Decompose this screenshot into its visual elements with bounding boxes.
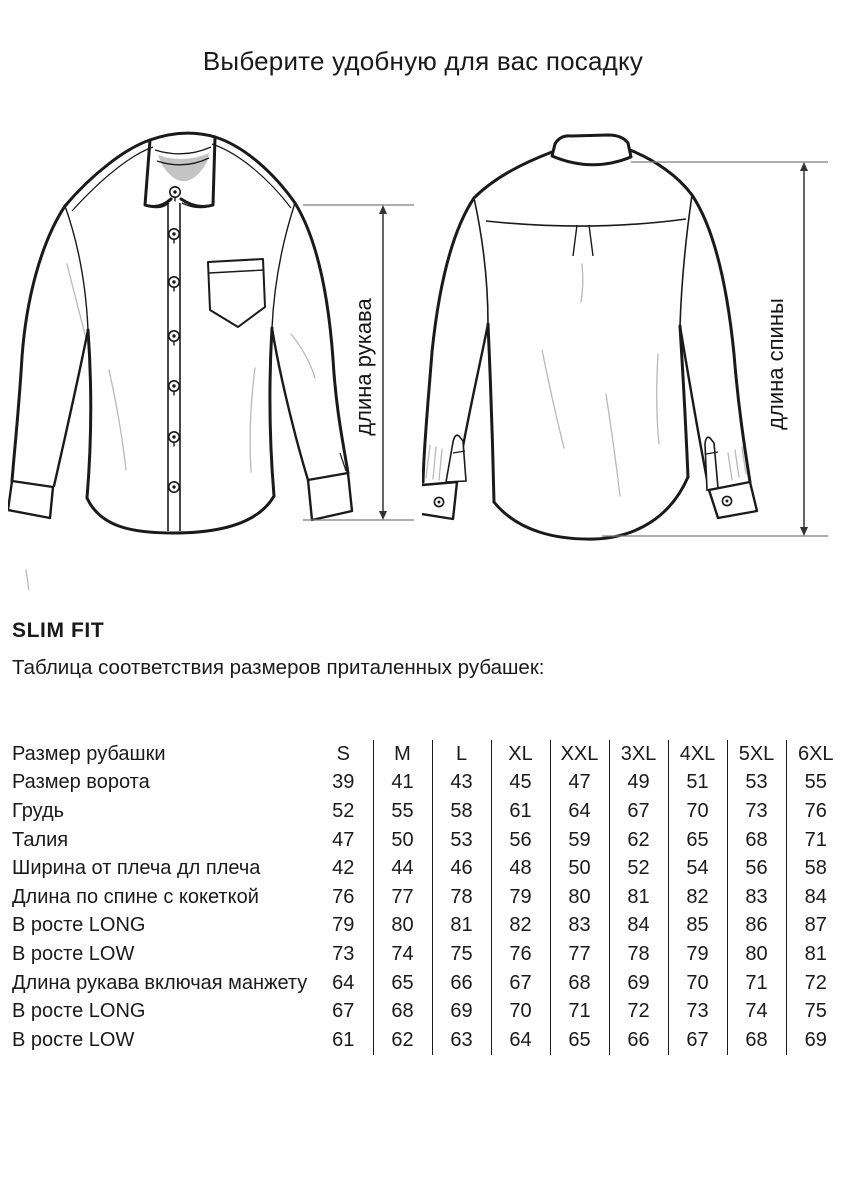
table-cell: 65 xyxy=(373,969,432,998)
shirt-front-drawing xyxy=(8,112,420,590)
table-cell: 84 xyxy=(609,912,668,941)
table-cell: 80 xyxy=(550,883,609,912)
shirt-back-drawing xyxy=(422,112,846,590)
button xyxy=(169,381,179,396)
table-cell: 64 xyxy=(491,1026,550,1055)
table-cell: 43 xyxy=(432,769,491,798)
table-cell: 87 xyxy=(786,912,845,941)
size-column-header: M xyxy=(373,740,432,769)
table-cell: 80 xyxy=(373,912,432,941)
table-cell: 55 xyxy=(786,769,845,798)
table-cell: 81 xyxy=(609,883,668,912)
chest-pocket xyxy=(208,259,265,327)
table-cell: 76 xyxy=(786,797,845,826)
table-cell: 68 xyxy=(373,997,432,1026)
table-cell: 46 xyxy=(432,854,491,883)
table-cell: 62 xyxy=(373,1026,432,1055)
table-cell: 55 xyxy=(373,797,432,826)
table-cell: 79 xyxy=(668,940,727,969)
table-cell: 61 xyxy=(332,1028,355,1051)
table-cell: 47 xyxy=(332,828,355,851)
sleeve-left-back xyxy=(422,198,488,519)
table-cell: 45 xyxy=(491,769,550,798)
table-cell: 74 xyxy=(727,997,786,1026)
row-label: Грудь xyxy=(12,799,65,822)
table-cell: 81 xyxy=(432,912,491,941)
table-cell: 76 xyxy=(491,940,550,969)
table-cell: 82 xyxy=(668,883,727,912)
table-row xyxy=(12,969,845,998)
table-cell: 56 xyxy=(727,854,786,883)
collar-shading xyxy=(158,153,209,181)
table-cell: 68 xyxy=(550,969,609,998)
table-cell: 77 xyxy=(550,940,609,969)
collar-back xyxy=(552,135,631,165)
table-cell: 63 xyxy=(432,1026,491,1055)
table-cell: 67 xyxy=(609,797,668,826)
size-column-header: XL xyxy=(491,740,550,769)
size-column-header: XXL xyxy=(550,740,609,769)
table-cell: 42 xyxy=(332,857,355,880)
page-title: Выберите удобную для вас посадку xyxy=(202,46,644,76)
table-cell: 70 xyxy=(668,969,727,998)
box-pleat xyxy=(573,225,593,256)
row-label: В росте LOW xyxy=(12,1028,135,1051)
row-label: Талия xyxy=(12,828,69,851)
table-row xyxy=(12,769,845,798)
table-row xyxy=(12,1026,845,1055)
table-cell: 66 xyxy=(432,969,491,998)
table-cell: 78 xyxy=(432,883,491,912)
table-cell: 62 xyxy=(609,826,668,855)
table-header-row xyxy=(12,740,845,769)
table-cell: 73 xyxy=(668,997,727,1026)
size-column-header: 5XL xyxy=(727,740,786,769)
table-cell: 82 xyxy=(491,912,550,941)
table-cell: 67 xyxy=(668,1026,727,1055)
table-cell: 81 xyxy=(786,940,845,969)
row-label: Ширина от плеча дл плеча xyxy=(12,857,261,880)
table-cell: 64 xyxy=(332,971,355,994)
table-row xyxy=(12,940,845,969)
table-cell: 83 xyxy=(550,912,609,941)
table-cell: 72 xyxy=(786,969,845,998)
back-length-label: длина спины xyxy=(763,298,788,430)
table-cell: 71 xyxy=(550,997,609,1026)
table-cell: 86 xyxy=(727,912,786,941)
table-cell: 69 xyxy=(786,1026,845,1055)
table-cell: 70 xyxy=(491,997,550,1026)
cuff-right-back xyxy=(709,482,757,518)
table-cell: 50 xyxy=(373,826,432,855)
table-cell: 85 xyxy=(668,912,727,941)
table-row xyxy=(12,883,845,912)
table-cell: 79 xyxy=(332,914,355,937)
table-cell: 54 xyxy=(668,854,727,883)
table-cell: 69 xyxy=(432,997,491,1026)
table-cell: 39 xyxy=(332,771,355,794)
row-label: В росте LOW xyxy=(12,942,135,965)
button xyxy=(169,277,179,292)
table-row xyxy=(12,912,845,941)
table-cell: 71 xyxy=(786,826,845,855)
size-table xyxy=(12,740,845,1055)
table-subtitle: Таблица соответствия размеров приталенных рубашек: xyxy=(12,656,545,679)
table-cell: 74 xyxy=(373,940,432,969)
table-cell: 84 xyxy=(786,883,845,912)
table-row xyxy=(12,854,845,883)
size-column-header: L xyxy=(432,740,491,769)
table-cell: 68 xyxy=(727,826,786,855)
sleeve-length-label: длина рукава xyxy=(351,298,376,436)
dimension-sleeve-length xyxy=(303,205,414,520)
sleeve-placket-right xyxy=(705,437,718,490)
table-cell: 78 xyxy=(609,940,668,969)
cuff-button xyxy=(722,496,731,505)
button xyxy=(169,229,179,244)
table-cell: 83 xyxy=(727,883,786,912)
yoke-seam xyxy=(486,219,686,226)
table-cell: 75 xyxy=(432,940,491,969)
table-row xyxy=(12,997,845,1026)
fit-heading: SLIM FIT xyxy=(12,619,105,642)
table-cell: 58 xyxy=(786,854,845,883)
table-cell: 61 xyxy=(491,797,550,826)
table-cell: 70 xyxy=(668,797,727,826)
table-cell: 69 xyxy=(609,969,668,998)
table-cell: 41 xyxy=(373,769,432,798)
table-cell: 73 xyxy=(727,797,786,826)
button xyxy=(169,482,179,492)
table-cell: 48 xyxy=(491,854,550,883)
table-cell: 53 xyxy=(727,769,786,798)
table-cell: 67 xyxy=(491,969,550,998)
table-cell: 79 xyxy=(491,883,550,912)
table-cell: 80 xyxy=(727,940,786,969)
table-cell: 52 xyxy=(332,799,355,822)
buttons-front xyxy=(169,187,180,492)
table-cell: 59 xyxy=(550,826,609,855)
table-cell: 66 xyxy=(609,1026,668,1055)
table-cell: 56 xyxy=(491,826,550,855)
table-cell: 51 xyxy=(668,769,727,798)
button xyxy=(169,432,179,447)
size-column-header: S xyxy=(336,742,350,765)
sleeve-right xyxy=(272,203,352,520)
size-column-header: 4XL xyxy=(668,740,727,769)
sleeve-left xyxy=(8,206,88,518)
row-label: Размер ворота xyxy=(12,771,150,794)
row-label: Длина по спине с кокеткой xyxy=(12,885,259,908)
table-cell: 65 xyxy=(550,1026,609,1055)
size-column-header: 6XL xyxy=(786,740,845,769)
table-cell: 76 xyxy=(332,885,355,908)
table-cell: 53 xyxy=(432,826,491,855)
table-row xyxy=(12,826,845,855)
row-label: Длина рукава включая манжету xyxy=(12,971,308,994)
row-label: Размер рубашки xyxy=(12,742,166,765)
table-cell: 68 xyxy=(727,1026,786,1055)
sleeve-placket-left xyxy=(446,435,466,482)
table-cell: 65 xyxy=(668,826,727,855)
table-cell: 49 xyxy=(609,769,668,798)
table-cell: 71 xyxy=(727,969,786,998)
table-cell: 47 xyxy=(550,769,609,798)
row-label: В росте LONG xyxy=(12,914,146,937)
table-cell: 52 xyxy=(609,854,668,883)
table-cell: 72 xyxy=(609,997,668,1026)
table-cell: 67 xyxy=(332,1000,355,1023)
size-table-body xyxy=(12,740,845,1055)
table-cell: 73 xyxy=(332,942,355,965)
table-cell: 50 xyxy=(550,854,609,883)
table-cell: 75 xyxy=(786,997,845,1026)
row-label: В росте LONG xyxy=(12,1000,146,1023)
cuff-button xyxy=(434,497,443,506)
cuff-left xyxy=(8,481,53,518)
table-cell: 58 xyxy=(432,797,491,826)
table-cell: 77 xyxy=(373,883,432,912)
table-cell: 44 xyxy=(373,854,432,883)
button xyxy=(169,331,179,346)
cuff-right xyxy=(308,473,352,520)
size-column-header: 3XL xyxy=(609,740,668,769)
table-row xyxy=(12,797,845,826)
table-cell: 64 xyxy=(550,797,609,826)
